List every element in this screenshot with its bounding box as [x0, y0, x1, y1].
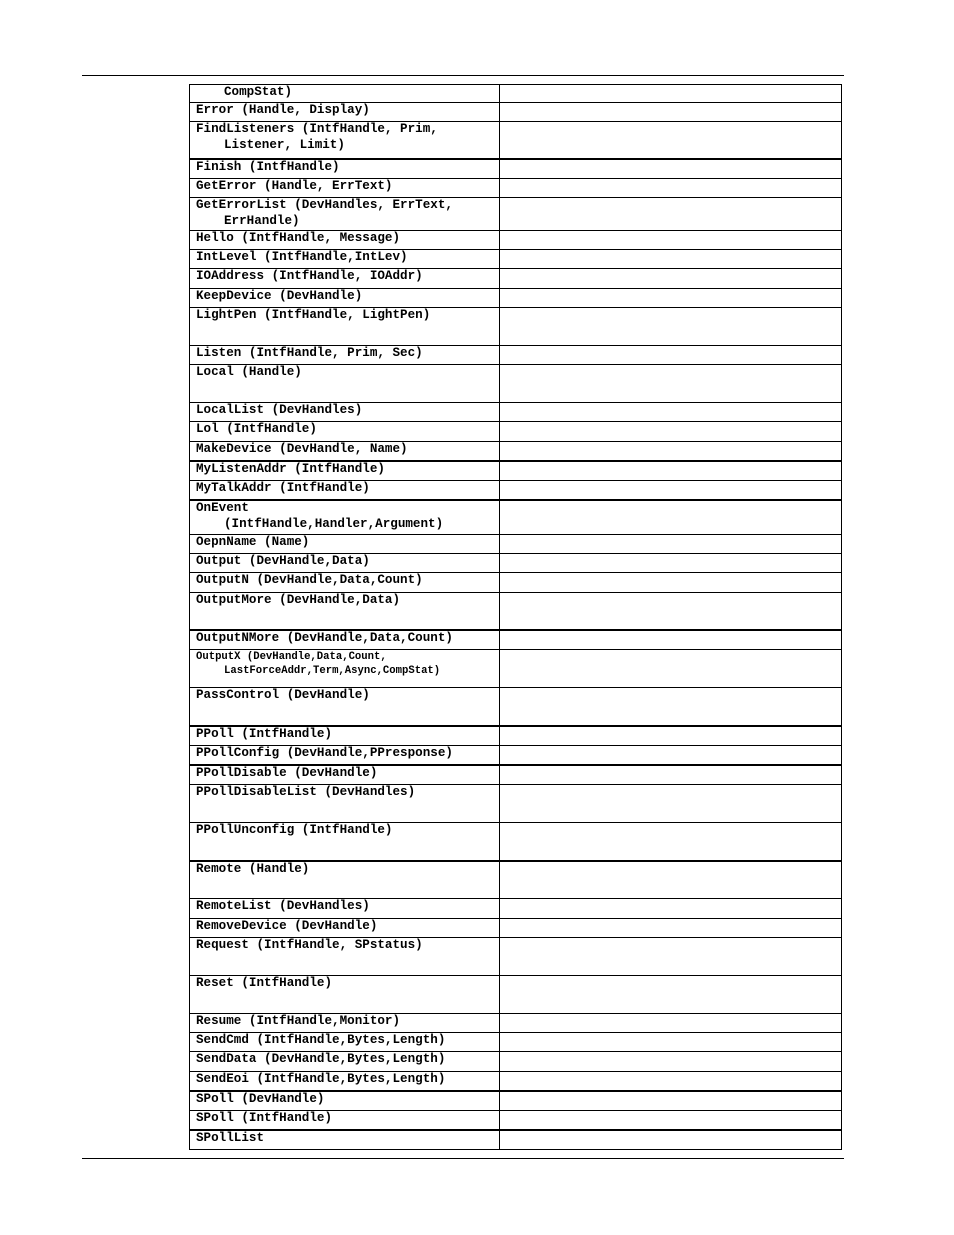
function-signature-cell	[190, 630, 500, 650]
description-cell	[500, 1130, 842, 1150]
function-signature-cell	[190, 593, 500, 631]
description-cell	[500, 250, 842, 269]
table-row	[190, 1111, 842, 1131]
table-row	[190, 1033, 842, 1052]
description-cell	[500, 785, 842, 823]
signature-line: MyTalkAddr (IntfHandle)	[196, 481, 370, 495]
function-signature-cell	[190, 765, 500, 785]
table-row	[190, 461, 842, 481]
table-row	[190, 269, 842, 289]
signature-line: (IntfHandle,Handler,Argument)	[224, 516, 444, 531]
signature-line: Request (IntfHandle, SPstatus)	[196, 938, 423, 952]
description-cell	[500, 630, 842, 650]
function-signature-cell	[190, 1130, 500, 1150]
description-cell	[500, 1091, 842, 1111]
function-signature-cell	[190, 461, 500, 481]
table-row	[190, 573, 842, 593]
table-row	[190, 442, 842, 462]
table-row	[190, 1091, 842, 1111]
function-signature-cell	[190, 403, 500, 422]
table-row	[190, 976, 842, 1014]
description-cell	[500, 85, 842, 103]
table-row	[190, 179, 842, 198]
description-cell	[500, 535, 842, 554]
signature-line: PPollUnconfig (IntfHandle)	[196, 823, 393, 837]
description-cell	[500, 823, 842, 862]
signature-line: OutputX (DevHandle,Data,Count,	[196, 651, 387, 663]
description-cell	[500, 1111, 842, 1131]
signature-line: MyListenAddr (IntfHandle)	[196, 462, 385, 476]
signature-line: LocalList (DevHandles)	[196, 403, 363, 417]
table-row	[190, 481, 842, 501]
function-signature-cell	[190, 573, 500, 593]
signature-line: SendEoi (IntfHandle,Bytes,Length)	[196, 1072, 446, 1086]
description-cell	[500, 861, 842, 899]
footer-rule	[82, 1158, 844, 1159]
table-row	[190, 938, 842, 976]
table-row	[190, 535, 842, 554]
function-signature-cell	[190, 422, 500, 442]
function-signature-cell	[190, 179, 500, 198]
table-row	[190, 1014, 842, 1033]
signature-line: PPollConfig (DevHandle,PPresponse)	[196, 746, 453, 760]
signature-line: Reset (IntfHandle)	[196, 976, 333, 990]
table-row	[190, 650, 842, 688]
signature-line: PPoll (IntfHandle)	[196, 727, 333, 741]
description-cell	[500, 481, 842, 501]
table-row	[190, 861, 842, 899]
table-row	[190, 289, 842, 308]
function-signature-cell	[190, 198, 500, 231]
table-row	[190, 746, 842, 766]
description-cell	[500, 461, 842, 481]
signature-line: GetError (Handle, ErrText)	[196, 179, 393, 193]
signature-line: MakeDevice (DevHandle, Name)	[196, 442, 408, 456]
table-row	[190, 198, 842, 231]
description-cell	[500, 346, 842, 365]
signature-line: GetErrorList (DevHandles, ErrText,	[196, 198, 453, 212]
description-cell	[500, 500, 842, 535]
function-signature-cell	[190, 442, 500, 462]
signature-line: RemoteList (DevHandles)	[196, 899, 370, 913]
function-signature-cell	[190, 1091, 500, 1111]
description-cell	[500, 919, 842, 938]
function-signature-cell	[190, 650, 500, 688]
signature-line: FindListeners (IntfHandle, Prim,	[196, 122, 438, 136]
function-signature-cell	[190, 365, 500, 403]
table-row	[190, 403, 842, 422]
function-signature-cell	[190, 346, 500, 365]
table-row	[190, 159, 842, 179]
function-table	[189, 84, 842, 1150]
signature-line: SPoll (DevHandle)	[196, 1092, 325, 1106]
signature-line: OepnName (Name)	[196, 535, 310, 549]
signature-line: Listen (IntfHandle, Prim, Sec)	[196, 346, 423, 360]
table-row	[190, 688, 842, 727]
description-cell	[500, 103, 842, 122]
signature-line: Local (Handle)	[196, 365, 302, 379]
function-signature-cell	[190, 269, 500, 289]
signature-line: PPollDisable (DevHandle)	[196, 766, 378, 780]
description-cell	[500, 365, 842, 403]
signature-line: OnEvent	[196, 501, 249, 515]
signature-line: OutputNMore (DevHandle,Data,Count)	[196, 631, 453, 645]
function-signature-cell	[190, 1111, 500, 1131]
description-cell	[500, 289, 842, 308]
description-cell	[500, 554, 842, 573]
description-cell	[500, 1033, 842, 1052]
signature-line: Output (DevHandle,Data)	[196, 554, 370, 568]
description-cell	[500, 688, 842, 727]
signature-line: Error (Handle, Display)	[196, 103, 370, 117]
description-cell	[500, 593, 842, 631]
signature-line: SPollList	[196, 1131, 265, 1145]
table-row	[190, 785, 842, 823]
signature-line: PassControl (DevHandle)	[196, 688, 370, 702]
signature-line: IOAddress (IntfHandle, IOAddr)	[196, 269, 423, 283]
table-row	[190, 103, 842, 122]
description-cell	[500, 308, 842, 346]
function-signature-cell	[190, 1052, 500, 1072]
table-row	[190, 365, 842, 403]
signature-line: LastForceAddr,Term,Async,CompStat)	[224, 665, 441, 677]
description-cell	[500, 122, 842, 160]
description-cell	[500, 269, 842, 289]
function-signature-cell	[190, 500, 500, 535]
function-table-body	[190, 85, 842, 1150]
description-cell	[500, 403, 842, 422]
function-signature-cell	[190, 308, 500, 346]
description-cell	[500, 938, 842, 976]
signature-line: OutputN (DevHandle,Data,Count)	[196, 573, 423, 587]
description-cell	[500, 573, 842, 593]
function-signature-cell	[190, 746, 500, 766]
function-signature-cell	[190, 535, 500, 554]
function-signature-cell	[190, 231, 500, 250]
function-signature-cell	[190, 899, 500, 919]
signature-line: Finish (IntfHandle)	[196, 160, 340, 174]
signature-line: SendCmd (IntfHandle,Bytes,Length)	[196, 1033, 446, 1047]
description-cell	[500, 198, 842, 231]
description-cell	[500, 726, 842, 746]
signature-line: CompStat)	[224, 85, 293, 99]
table-row	[190, 122, 842, 160]
description-cell	[500, 1072, 842, 1092]
table-row	[190, 346, 842, 365]
signature-line: IntLevel (IntfHandle,IntLev)	[196, 250, 408, 264]
function-signature-cell	[190, 976, 500, 1014]
table-row	[190, 726, 842, 746]
function-signature-cell	[190, 823, 500, 862]
signature-line: Resume (IntfHandle,Monitor)	[196, 1014, 401, 1028]
function-signature-cell	[190, 938, 500, 976]
table-row	[190, 919, 842, 938]
table-row	[190, 231, 842, 250]
description-cell	[500, 650, 842, 688]
signature-line: KeepDevice (DevHandle)	[196, 289, 363, 303]
function-signature-cell	[190, 103, 500, 122]
function-signature-cell	[190, 1033, 500, 1052]
function-signature-cell	[190, 159, 500, 179]
table-row	[190, 765, 842, 785]
signature-line: SPoll (IntfHandle)	[196, 1111, 333, 1125]
description-cell	[500, 422, 842, 442]
function-signature-cell	[190, 250, 500, 269]
function-signature-cell	[190, 688, 500, 727]
signature-line: Lol (IntfHandle)	[196, 422, 317, 436]
signature-line: Listener, Limit)	[224, 137, 345, 152]
description-cell	[500, 1052, 842, 1072]
table-row	[190, 500, 842, 535]
function-signature-cell	[190, 1014, 500, 1033]
description-cell	[500, 442, 842, 462]
signature-line: Remote (Handle)	[196, 862, 310, 876]
table-row	[190, 85, 842, 103]
table-row	[190, 899, 842, 919]
description-cell	[500, 159, 842, 179]
table-row	[190, 554, 842, 573]
table-row	[190, 422, 842, 442]
description-cell	[500, 1014, 842, 1033]
function-signature-cell	[190, 122, 500, 160]
table-row	[190, 250, 842, 269]
function-signature-cell	[190, 726, 500, 746]
function-signature-cell	[190, 785, 500, 823]
table-row	[190, 1130, 842, 1150]
table-row	[190, 823, 842, 862]
signature-line: OutputMore (DevHandle,Data)	[196, 593, 401, 607]
signature-line: PPollDisableList (DevHandles)	[196, 785, 416, 799]
function-signature-cell	[190, 85, 500, 103]
header-rule	[82, 75, 844, 76]
table-row	[190, 1072, 842, 1092]
function-signature-cell	[190, 919, 500, 938]
description-cell	[500, 746, 842, 766]
function-signature-cell	[190, 481, 500, 501]
table-row	[190, 593, 842, 631]
description-cell	[500, 231, 842, 250]
function-signature-cell	[190, 1072, 500, 1092]
signature-line: LightPen (IntfHandle, LightPen)	[196, 308, 431, 322]
description-cell	[500, 765, 842, 785]
description-cell	[500, 179, 842, 198]
function-signature-cell	[190, 554, 500, 573]
signature-line: ErrHandle)	[224, 213, 300, 228]
description-cell	[500, 899, 842, 919]
function-signature-cell	[190, 861, 500, 899]
table-row	[190, 630, 842, 650]
signature-line: SendData (DevHandle,Bytes,Length)	[196, 1052, 446, 1066]
table-row	[190, 308, 842, 346]
signature-line: Hello (IntfHandle, Message)	[196, 231, 401, 245]
description-cell	[500, 976, 842, 1014]
function-signature-cell	[190, 289, 500, 308]
signature-line: RemoveDevice (DevHandle)	[196, 919, 378, 933]
table-row	[190, 1052, 842, 1072]
